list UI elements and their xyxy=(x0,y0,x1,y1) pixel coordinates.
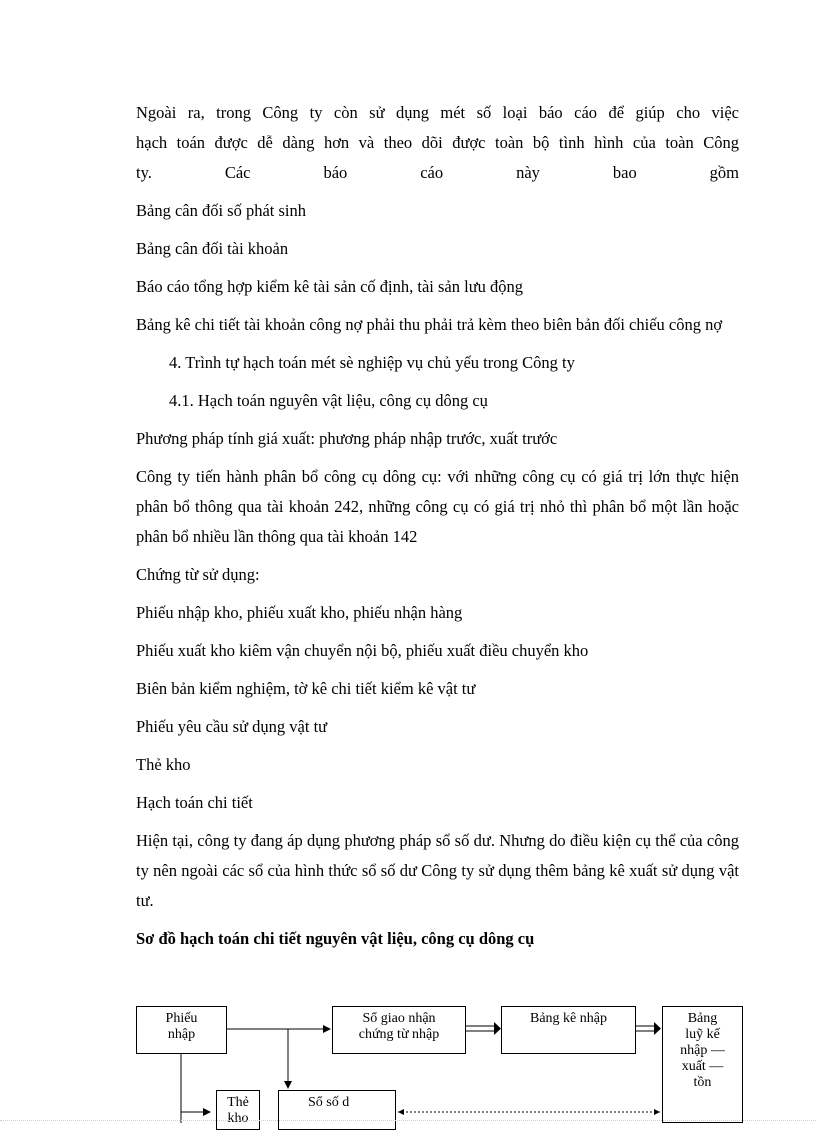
box-bang-luy-ke: Bảng luỹ kế nhập — xuất — tồn xyxy=(662,1006,743,1123)
list-line: Phiếu nhập kho, phiếu xuất kho, phiếu nhận hàng xyxy=(136,603,463,622)
section-heading-4: 4. Trình tự hạch toán mét sè nghiệp vụ chủ yếu trong Công ty xyxy=(169,353,575,372)
word: bao xyxy=(612,163,637,182)
paragraph-allocation: Công ty tiến hành phân bổ công cụ dông cụ: với những công cụ có giá trị lớn thực hiện phân bổ thông qua tài khoản 242, những công cụ có giá trị nhỏ thì phân bổ một lần hoặc phân bổ nhiều lần thông qua tài khoản 142 xyxy=(136,467,739,546)
list-line: Phiếu yêu cầu sử dụng vật tư xyxy=(136,717,328,736)
box-phieu-nhap: Phiếu nhập xyxy=(136,1006,227,1054)
box-the-kho: Thẻ kho xyxy=(216,1090,260,1130)
box-so-so-du: Sổ số d xyxy=(278,1090,396,1130)
word: báo xyxy=(323,163,348,182)
list-line: Bảng cân đối số phát sinh xyxy=(136,201,307,220)
list-line: Biên bản kiểm nghiệm, tờ kê chi tiết kiểm kê vật tư xyxy=(136,679,476,698)
list-line: Hạch toán chi tiết xyxy=(136,793,253,812)
word: gồm xyxy=(709,163,739,182)
diagram-title: Sơ đồ hạch toán chi tiết nguyên vật liệu, công cụ dông cụ xyxy=(136,929,535,948)
box-bang-ke-nhap: Bảng kê nhập xyxy=(501,1006,636,1054)
list-line: Phiếu xuất kho kiêm vận chuyển nội bộ, phiếu xuất điều chuyển kho xyxy=(136,641,589,660)
word: Các xyxy=(224,163,251,182)
list-line: Báo cáo tổng hợp kiểm kê tài sản cố định, tài sản lưu động xyxy=(136,277,524,296)
list-line: Phương pháp tính giá xuất: phương pháp nhập trước, xuất trước xyxy=(136,429,558,448)
paragraph-intro-line2: hạch toán được dễ dàng hơn và theo dõi được toàn bộ tình hình của toàn Công xyxy=(136,133,739,152)
page-bottom-rule xyxy=(0,1120,816,1121)
paragraph-method: Hiện tại, công ty đang áp dụng phương pháp sổ số dư. Nhưng do điều kiện cụ thể của công ty nên ngoài các sổ của hình thức sổ số dư Công ty sử dụng thêm bảng kê xuất sử dụng vật tư. xyxy=(136,831,739,910)
word: này xyxy=(516,163,540,182)
list-line: Chứng từ sử dụng: xyxy=(136,565,260,584)
double-arrow-head xyxy=(494,1022,501,1035)
dotted-arrow-head xyxy=(654,1109,660,1115)
word: ty. xyxy=(136,163,152,182)
box-so-giao-nhan: Sổ giao nhận chứng từ nhập xyxy=(332,1006,466,1054)
word: cáo xyxy=(420,163,444,182)
section-heading-4-1: 4.1. Hạch toán nguyên vật liệu, công cụ dông cụ xyxy=(169,391,488,410)
paragraph-intro-line1: Ngoài ra, trong Công ty còn sử dụng mét số loại báo cáo để giúp cho việc xyxy=(136,103,739,122)
list-line: Thẻ kho xyxy=(136,755,191,774)
list-line: Bảng cân đối tài khoản xyxy=(136,239,289,258)
list-line: Bảng kê chi tiết tài khoản công nợ phải thu phải trả kèm theo biên bản đối chiếu công nợ xyxy=(136,315,723,334)
double-arrow-head xyxy=(654,1022,661,1035)
dotted-arrow-head xyxy=(398,1109,404,1115)
